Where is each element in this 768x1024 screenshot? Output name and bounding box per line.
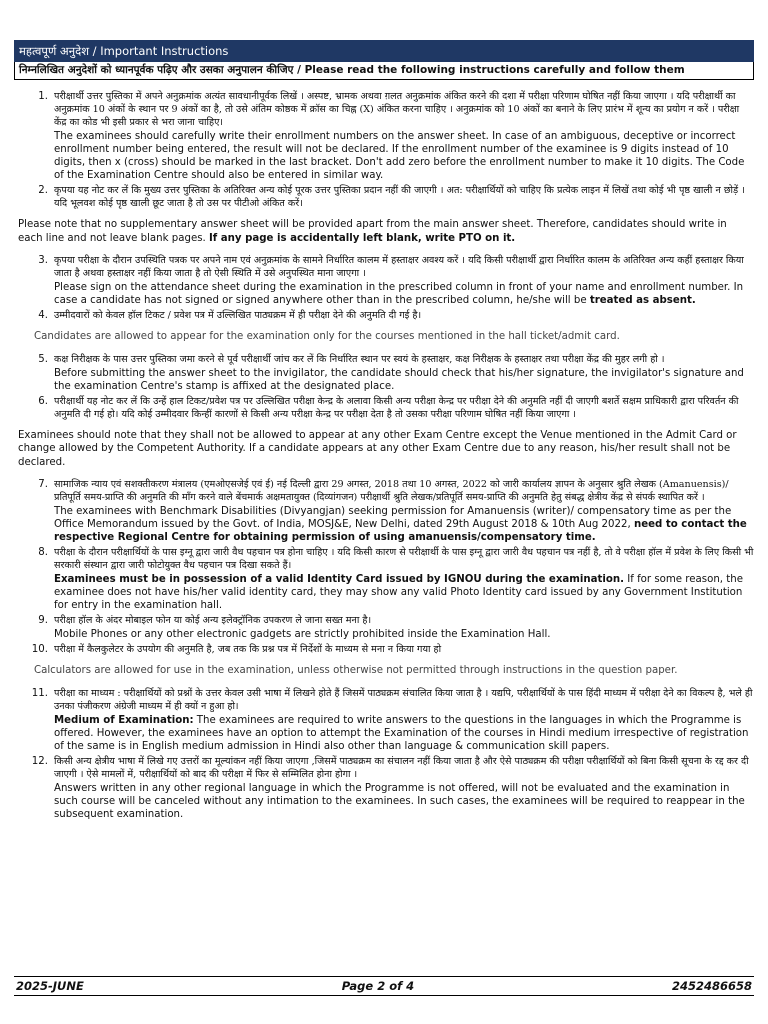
instruction-english-bold: Examinees must be in possession of a valid Identity Card issued by IGNOU during the examination. [54,574,625,585]
instruction-english-plain: The examinees should carefully write their enrollment numbers on the answer sheet. In case of an ambiguous, deceptive or incorrect enrollment number being entered, the result will not be declared. If the enrollment number of the examinee is 9 digits instead of 10 digits, then x (cross) should be marked in the last bracket. Don't add zero before the enrollment number to make it 10 digits. The Code of the Examination Centre should also be entered in similar way. [54,131,745,181]
footer-page-number: Page 2 of 4 [341,979,415,993]
instruction-number: 11. [31,687,48,699]
instruction-text [54,395,754,421]
instruction-english-plain: If for some reason, the examinee does not have his/her valid identity card, they may show any valid Photo Identity card issued by any Government Institution for entry in the examination hall. [54,574,743,611]
instruction-text [54,353,754,393]
instructions-header: महत्वपूर्ण अनुदेश / Important Instructions [14,40,754,62]
instruction-english-text [54,505,754,544]
instruction-list-2 [14,254,754,322]
instruction-number: 7. [38,479,48,490]
instruction-text [54,184,754,210]
instructions-page [14,40,754,823]
instruction-list-1 [14,90,754,210]
instruction-hindi-text: परीक्षा में कैलकुलेटर के उपयोग की अनुमति है, जब तक कि प्रश्न पत्र में निर्देशों के माध्यम से मना न किया गया हो [54,644,442,655]
instruction-list-4 [14,478,754,656]
instruction-item [14,546,754,612]
instruction-item [14,614,754,641]
instruction-item [14,687,754,753]
instruction-hindi-text: परीक्षार्थी यह नोट कर लें कि उन्हें हाल टिकट/प्रवेश पत्र पर उल्लिखित परीक्षा केन्द्र के अलावा किसी अन्य परीक्षा केन्द्र पर परीक्षा देने की अनुमति नहीं दी जाएगी बशर्ते सक्षम प्राधिकारी द्वारा परिवर्तन की अनुमति दी गई हो। यदि कोई उम्मीदवार किन्हीं कारणों से किसी अन्य परीक्षा केन्द्र पर परीक्षा देता है तो उसका परीक्षा परिणाम घोषित नहीं किया जाएगा । [54,395,739,420]
instruction-number: 8. [38,547,48,558]
instruction-english-text [54,628,754,641]
instruction-text [54,309,754,322]
instruction-english-plain: The examinees with Benchmark Disabilities (Divyangjan) seeking permission for Amanuensis (writer)/ compensatory time as per the Office Memorandum issued by the Govt. of India, MOSJ&E, New Delhi, dated 29th August 2018 & 10th Aug 2022, [54,506,732,530]
instruction-number: 5. [38,353,48,365]
instruction-english-text [54,714,754,753]
instruction-hindi-text: कृपया यह नोट कर लें कि मुख्य उत्तर पुस्तिका के अतिरिक्त अन्य कोई पूरक उत्तर पुस्तिका प्रदान नहीं की जाएगी । अत: परीक्षार्थियों को चाहिए कि प्रत्येक लाइन में लिखें तथा कोई भी पृष्ठ खाली न छोड़ें । यदि भूलवश कोई पृष्ठ खाली छूट जाता है तो उस पर पीटीओ अंकित करें। [54,185,745,209]
instruction-item [14,184,754,210]
instruction-hindi-text: परीक्षा के दौरान परीक्षार्थियों के पास इग्नू द्वारा जारी वैध पहचान पत्र होना चाहिए । यदि किसी कारण से परीक्षार्थी के पास इग्नू द्वारा जारी वैध पहचान पत्र नहीं है, तो वे परीक्षा हॉल में प्रवेश के लिए किसी भी सरकारी संस्थान द्वारा जारी फोटोयुक्त वैध पहचान पत्र दिखा सकते हैं। [54,547,754,571]
instruction-english-bold: treated as absent. [589,295,696,306]
instruction-text [54,614,754,641]
instruction-english-text [54,281,754,307]
instruction-english-text [54,782,754,821]
page-footer [14,976,754,996]
note-paragraph-3: Examinees should note that they shall not be allowed to appear at any other Exam Centre except the Venue mentioned in the Admit Card or change allowed by the Competent Authority. If a candidate appears at any other Exam Centre due to any reason, his/her result shall not be declared. [18,429,737,468]
instructions-body [14,90,754,821]
instruction-number: 10. [31,644,48,655]
instruction-hindi-text: सामाजिक न्याय एवं सशक्तीकरण मंत्रालय (एमओएसजेई एवं ई) नई दिल्ली द्वारा 29 अगस्त, 2018 तथा 10 अगस्त, 2022 को जारी कार्यालय ज्ञापन के अनुसार श्रुति लेखक (Amanuensis)/प्रतिपूर्ति समय-प्राप्ति की अनुमति की माँग करने वाले बेंचमार्क अक्षमतायुक्त (दिव्यांगजन) परीक्षार्थी श्रुति लेखक/प्रतिपूर्ति समय-प्राप्ति की अनुमति हेतु संबद्ध क्षेत्रीय केंद्र से संपर्क स्थापित करें । [54,479,729,503]
instruction-english-text [54,130,754,182]
instruction-text [54,90,754,182]
instruction-english-plain: Answers written in any other regional language in which the Programme is not offered, will not be evaluated and the examination in such course will be canceled without any intimation to the examinees. In such cases, the examinees will be required to reappear in the subsequent examination. [54,782,745,820]
instruction-hindi-text: परीक्षा का माध्यम : परीक्षार्थियों को प्रश्नों के उत्तर केवल उसी भाषा में लिखने होते हैं जिसमें पाठ्यक्रम संचालित किया जाता है । यद्यपि, परीक्षार्थियों के पास हिंदी माध्यम में परीक्षा देने का विकल्प है, भले ही उनका पंजीकरण अंग्रेजी माध्यम में ही क्यों न हुआ हो। [54,687,753,712]
instruction-list-3 [14,353,754,421]
instruction-english-bold: Medium of Examination: [54,714,194,726]
note-paragraph-1: Please note that no supplementary answer sheet will be provided apart from the main answer sheet. Therefore, candidates should write in each line and not leave blank pages. If any page is accidentally left blank, write PTO on it. [18,219,727,244]
instruction-english-plain: The examinees are required to write answers to the questions in the languages in which the Programme is offered. However, the examinees have an option to attempt the Examination of the courses in Hindi medium irrespective of registration of the same is in English medium admission in Hindi also other than language & communication skill papers. [54,714,749,752]
instruction-number: 2. [38,185,48,196]
instruction-text [54,478,754,544]
instruction-item [14,90,754,182]
footer-session: 2025-JUNE [16,979,84,993]
instruction-text [54,254,754,307]
instruction-item [14,353,754,393]
note-paragraph-2: Candidates are allowed to appear for the examination only for the courses mentioned in the hall ticket/admit card. [34,331,620,342]
instruction-number: 6. [38,395,48,407]
instruction-number: 3. [38,255,48,266]
instruction-number: 4. [38,310,48,321]
instruction-item [14,395,754,421]
instruction-list-5 [14,687,754,821]
instruction-hindi-text: कृपया परीक्षा के दौरान उपस्थिति पत्रक पर अपने नाम एवं अनुक्रमांक के सामने निर्धारित कालम में हस्ताक्षर अवश्य करें । यदि किसी परीक्षार्थी द्वारा निर्धारित कालम के अतिरिक्त अन्य कहीं हस्ताक्षर किया जाता है अथवा हस्ताक्षर नहीं किया जाता है तो ऐसी स्थिति में उसे अनुपस्थित माना जाएगा । [54,255,744,279]
instruction-item [14,478,754,544]
instruction-english-text [54,367,754,393]
instruction-english-bold: need to contact the respective Regional Centre for obtaining permission of using amanuensis/compensatory time. [54,519,747,543]
instruction-number: 12. [31,755,48,767]
instruction-item [14,309,754,322]
instruction-text [54,687,754,753]
instruction-text [54,546,754,612]
instruction-hindi-text: कक्ष निरीक्षक के पास उत्तर पुस्तिका जमा करने से पूर्व परीक्षार्थी जांच कर लें कि निर्धारित स्थान पर स्वयं के हस्ताक्षर, कक्ष निरीक्षक के हस्ताक्षर तथा परीक्षा केंद्र की मुहर लगी हो । [54,353,665,365]
instructions-subtitle: निम्नलिखित अनुदेशों को ध्यानपूर्वक पढ़िए और उसका अनुपालन कीजिए / Please read the following instructions carefully and follow them [14,62,754,80]
instruction-item [14,755,754,821]
instruction-number: 1. [38,91,48,102]
instruction-item [14,643,754,656]
footer-document-number: 2452486658 [671,979,752,993]
instruction-number: 9. [38,615,48,626]
instruction-english-plain: Please sign on the attendance sheet during the examination in the prescribed column in front of your name and enrollment number. In case a candidate has not signed or signed anywhere other than in the prescribed column, he/she will be [54,282,744,306]
instruction-english-text [54,573,754,612]
instruction-english-plain: Before submitting the answer sheet to the invigilator, the candidate should check that his/her signature, the invigilator's signature and the examination Centre's stamp is affixed at the designated place. [54,367,744,392]
instruction-english-plain: Mobile Phones or any other electronic gadgets are strictly prohibited inside the Examination Hall. [54,629,551,640]
instruction-text [54,643,754,656]
instruction-hindi-text: उम्मीदवारों को केवल हॉल टिकट / प्रवेश पत्र में उल्लिखित पाठ्यक्रम में ही परीक्षा देने की अनुमति दी गई है। [54,310,422,321]
instruction-text [54,755,754,821]
note-paragraph-4: Calculators are allowed for use in the examination, unless otherwise not permitted through instructions in the question paper. [34,665,678,676]
instruction-item [14,254,754,307]
instruction-hindi-text: किसी अन्य क्षेत्रीय भाषा में लिखे गए उत्तरों का मूल्यांकन नहीं किया जाएगा ,जिसमें पाठ्यक्रम का संचालन नहीं किया जाता है और ऐसे पाठ्यक्रम की परीक्षा परीक्षार्थियों को बिना किसी सूचना के रद्द कर दी जाएगी । ऐसे मामलों में, परीक्षार्थियों को बाद की परीक्षा में फिर से सम्मिलित होना होगा । [54,755,749,780]
instruction-hindi-text: परीक्षा हॉल के अंदर मोबाइल फोन या कोई अन्य इलेक्ट्रॉनिक उपकरण ले जाना सख्त मना है। [54,615,372,626]
instruction-hindi-text: परीक्षार्थी उत्तर पुस्तिका में अपने अनुक्रमांक अत्यंत सावधानीपूर्वक लिखें । अस्पष्ट, भ्रामक अथवा ग़लत अनुक्रमांक अंकित करने की दशा में परीक्षा परिणाम घोषित नहीं किया जाएगा । यदि परीक्षार्थी का अनुक्रमांक 10 अंकों के स्थान पर 9 अंकों का है, तो उसे अंतिम कोष्ठक में क्रॉस का चिह्न (X) अंकित करना चाहिए । अनुक्रमांक को 10 अंकों का बनाने के लिए प्रारंभ में शून्य का प्रयोग न करें । परीक्षा केंद्र का कोड भी इसी प्रकार से भरा जाना चाहिए। [54,91,740,128]
